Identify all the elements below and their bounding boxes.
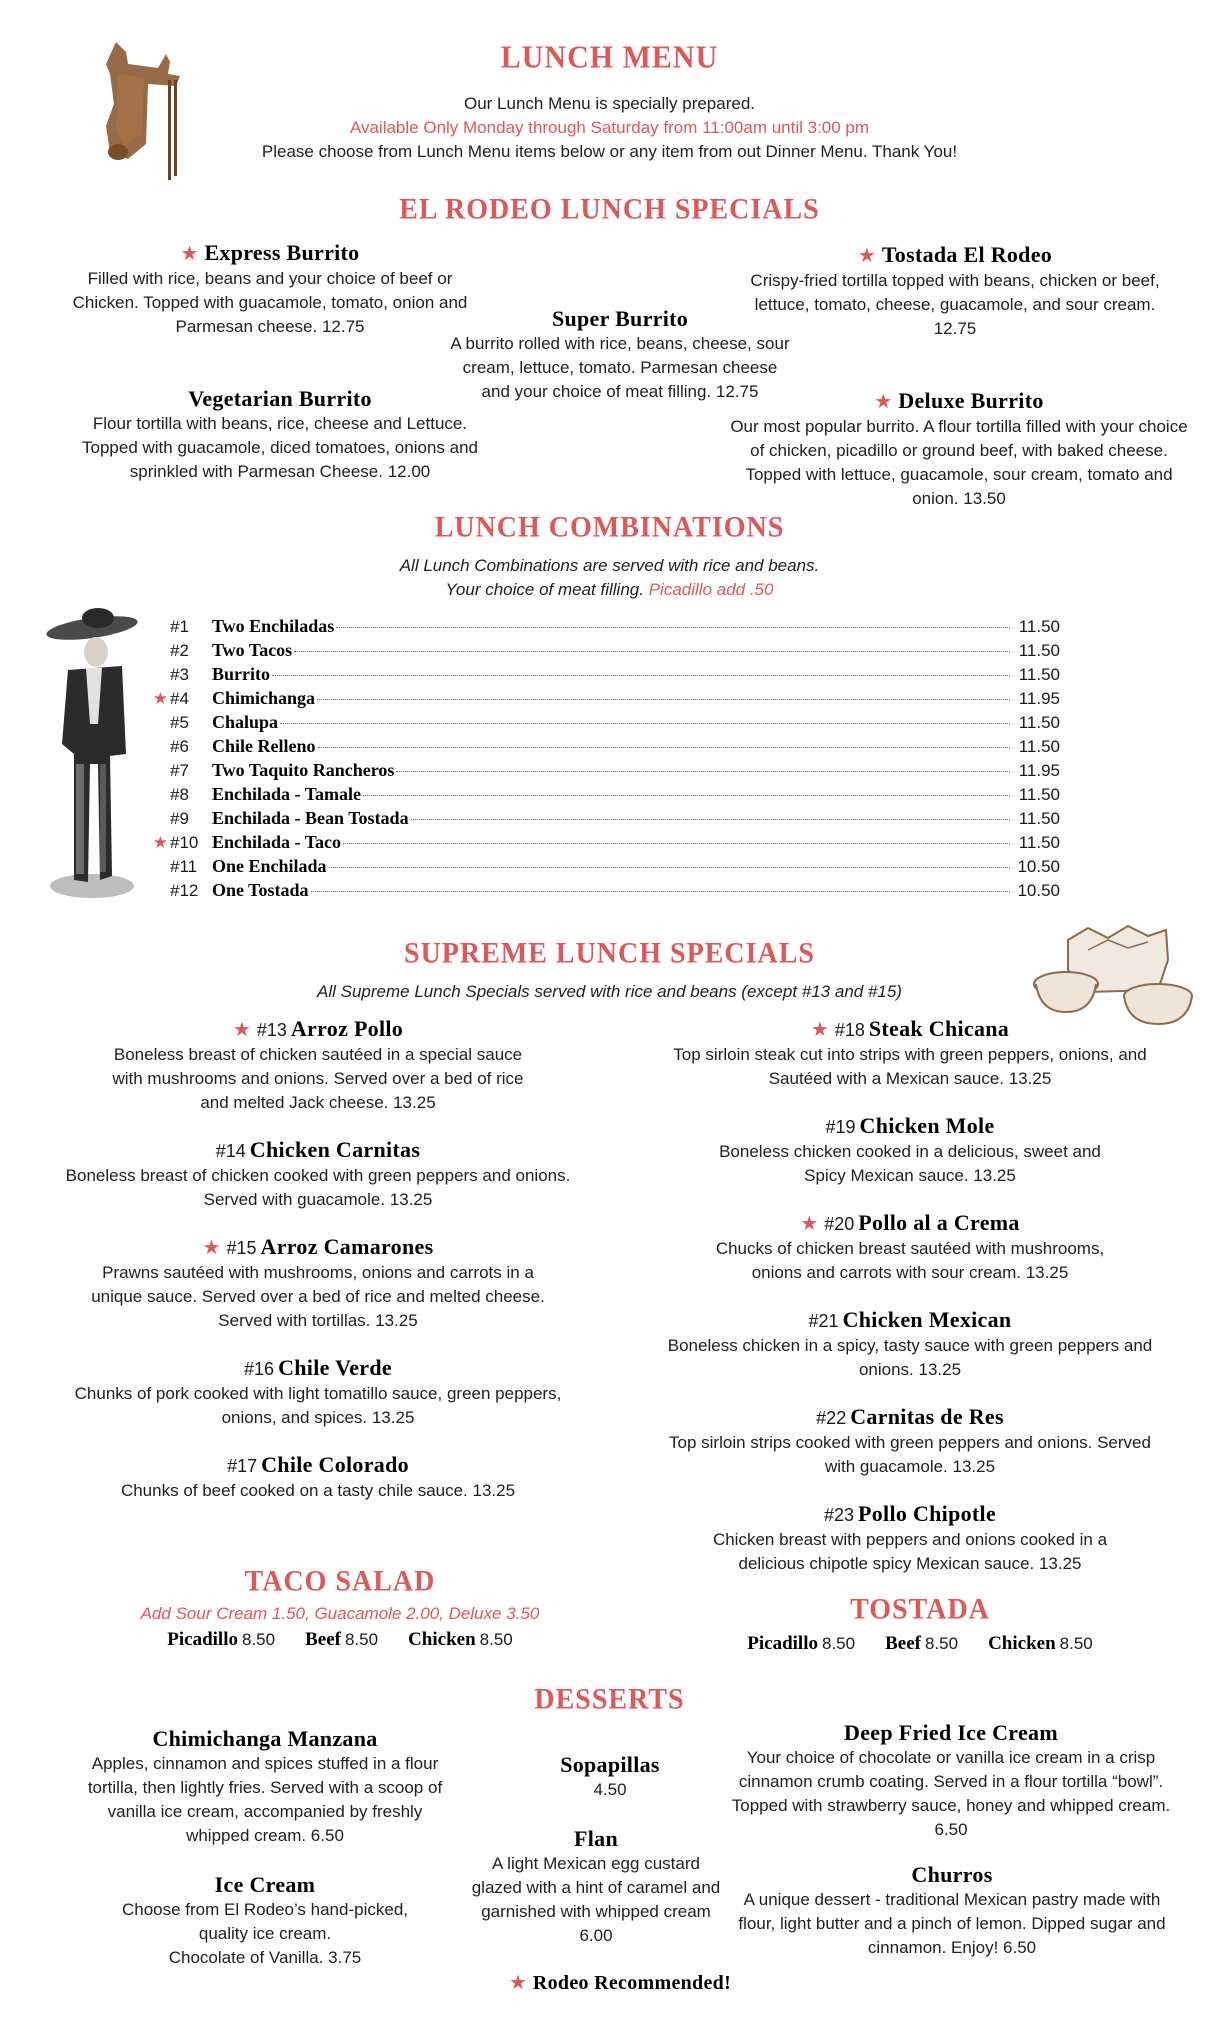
supreme-item: #22 Carnitas de Res Top sirloin strips cooked with green peppers and onions. Served with guacamole. 13.25 bbox=[669, 1404, 1151, 1476]
dessert-item: Sopapillas 4.50 bbox=[560, 1752, 660, 1799]
star-icon: ★ bbox=[180, 243, 199, 265]
combo-row: ★ #4 Chimichanga 11.95 bbox=[148, 686, 1060, 710]
price-option: Chicken 8.50 bbox=[408, 1629, 513, 1650]
dessert-item: Deep Fried Ice Cream Your choice of chocolate or vanilla ice cream in a crisp cinnamon crumb coating. Served in a flour tortilla “bowl”. Topped with strawberry sauce, honey and whipped cream. 6.50 bbox=[731, 1720, 1171, 1839]
star-icon: ★ bbox=[800, 1213, 819, 1235]
tostada-prices bbox=[680, 1632, 1160, 1656]
mariachi-illustration bbox=[40, 604, 150, 904]
taco-salad-prices bbox=[100, 1628, 580, 1652]
price-option: Picadillo 8.50 bbox=[167, 1629, 276, 1650]
combinations-note-2: Your choice of meat filling. Picadillo add .50 bbox=[445, 580, 774, 599]
combo-row: #3 Burrito 11.50 bbox=[170, 664, 1060, 684]
star-icon: ★ bbox=[857, 245, 876, 267]
star-icon: ★ bbox=[152, 833, 168, 852]
supreme-item: ★ #15 Arroz Camarones Prawns sautéed with mushrooms, onions and carrots in a unique sauce. Served over a bed of rice and melted cheese. Served with tortillas. 13.25 bbox=[91, 1234, 545, 1330]
star-icon: ★ bbox=[152, 689, 168, 708]
star-icon: ★ bbox=[202, 1237, 221, 1259]
supreme-item: #14 Chicken Carnitas Boneless breast of chicken cooked with green peppers and onions. Served with guacamole. 13.25 bbox=[65, 1137, 571, 1209]
price-option: Chicken 8.50 bbox=[988, 1633, 1093, 1654]
star-icon: ★ bbox=[810, 1019, 829, 1041]
dessert-item: Chimichanga Manzana Apples, cinnamon and spices stuffed in a flour tortilla, then lightly fries. Served with a scoop of vanilla ice cream, accompanied by freshly whipped cream. 6.50 bbox=[87, 1726, 443, 1845]
combo-row: #7 Two Taquito Rancheros 11.95 bbox=[170, 760, 1060, 780]
combo-row: #6 Chile Relleno 11.50 bbox=[170, 736, 1060, 756]
page-title: LUNCH MENU bbox=[500, 40, 719, 75]
supreme-item: ★ #13 Arroz Pollo Boneless breast of chicken sautéed in a special sauce with mushrooms and onions. Served over a bed of rice and melted Jack cheese. 13.25 bbox=[112, 1016, 524, 1112]
section-title-combinations: LUNCH COMBINATIONS bbox=[434, 511, 785, 544]
combo-row: #2 Two Tacos 11.50 bbox=[170, 640, 1060, 660]
supreme-left-column bbox=[50, 1016, 586, 1503]
star-icon: ★ bbox=[232, 1019, 251, 1041]
dessert-item: Ice Cream Choose from El Rodeo’s hand-picked, quality ice cream. Chocolate of Vanilla. 3.75 bbox=[121, 1872, 408, 1967]
combo-row: #11 One Enchilada 10.50 bbox=[170, 856, 1060, 876]
combo-row: #1 Two Enchiladas 11.50 bbox=[170, 616, 1060, 636]
picadillo-surcharge: Picadillo add .50 bbox=[648, 580, 774, 599]
dessert-item: Churros A unique dessert - traditional Mexican pastry made with flour, light butter and a pinch of lemon. Dipped sugar and cinnamon. Enjoy! 6.50 bbox=[738, 1862, 1166, 1957]
supreme-item: #21 Chicken Mexican Boneless chicken in a spicy, tasty sauce with green peppers and onions. 13.25 bbox=[667, 1307, 1153, 1379]
taco-salad-section bbox=[100, 1566, 580, 1652]
special-item: Super Burrito A burrito rolled with rice, beans, cheese, sour cream, lettuce, tomato. Parmesan cheese and your choice of meat filling. 12.75 bbox=[450, 306, 790, 401]
special-item: ★ Express Burrito Filled with rice, beans and your choice of beef or Chicken. Topped with guacamole, tomato, onion and Parmesan cheese. 12.75 bbox=[72, 240, 468, 336]
dessert-item: Flan A light Mexican egg custard glazed with a hint of caramel and garnished with whipped cream 6.00 bbox=[471, 1826, 721, 1945]
section-title-specials: EL RODEO LUNCH SPECIALS bbox=[399, 193, 820, 226]
star-icon: ★ bbox=[874, 391, 893, 413]
combo-row: #5 Chalupa 11.50 bbox=[170, 712, 1060, 732]
combinations-list bbox=[148, 614, 1060, 902]
supreme-item: ★ #18 Steak Chicana Top sirloin steak cut into strips with green peppers, onions, and Sautéed with a Mexican sauce. 13.25 bbox=[673, 1016, 1147, 1088]
special-item: Vegetarian Burrito Flour tortilla with beans, rice, cheese and Lettuce. Topped with guacamole, diced tomatoes, onions and sprinkled with Parmesan Cheese. 12.00 bbox=[82, 386, 478, 481]
hours-line: Available Only Monday through Saturday from 11:00am until 3:00 pm bbox=[349, 118, 870, 137]
supreme-item: ★ #20 Pollo al a Crema Chucks of chicken breast sautéed with mushrooms, onions and carrots with sour cream. 13.25 bbox=[715, 1210, 1105, 1282]
taco-salad-addons: Add Sour Cream 1.50, Guacamole 2.00, Deluxe 3.50 bbox=[140, 1604, 540, 1623]
supreme-note: All Supreme Lunch Specials served with rice and beans (except #13 and #15) bbox=[317, 982, 902, 1001]
supreme-item: #17 Chile Colorado Chunks of beef cooked on a tasty chile sauce. 13.25 bbox=[120, 1452, 516, 1500]
price-option: Beef 8.50 bbox=[305, 1629, 379, 1650]
supreme-item: #23 Pollo Chipotle Chicken breast with peppers and onions cooked in a delicious chipotle spicy Mexican sauce. 13.25 bbox=[712, 1501, 1108, 1573]
supreme-item: #19 Chicken Mole Boneless chicken cooked in a delicious, sweet and Spicy Mexican sauce. 13.25 bbox=[719, 1113, 1101, 1185]
price-option: Picadillo 8.50 bbox=[747, 1633, 856, 1654]
section-title-supreme: SUPREME LUNCH SPECIALS bbox=[404, 937, 815, 970]
recommended-legend: ★ Rodeo Recommended! bbox=[508, 1972, 732, 1994]
tostada-section bbox=[680, 1594, 1160, 1656]
price-option: Beef 8.50 bbox=[885, 1633, 959, 1654]
star-icon: ★ bbox=[508, 1972, 527, 1994]
chips-salsa-illustration bbox=[1028, 920, 1208, 1030]
combinations-note: All Lunch Combinations are served with rice and beans. bbox=[399, 556, 820, 575]
combo-row: ★ #10 Enchilada - Taco 11.50 bbox=[148, 830, 1060, 854]
instruction-line: Please choose from Lunch Menu items below or any item from out Dinner Menu. Thank You! bbox=[261, 142, 958, 161]
chips-and-salsa-icon bbox=[1028, 920, 1208, 1030]
intro-line: Our Lunch Menu is specially prepared. bbox=[463, 94, 756, 113]
supreme-item: #16 Chile Verde Chunks of pork cooked with light tomatillo sauce, green peppers, onions, and spices. 13.25 bbox=[74, 1355, 562, 1427]
special-item: ★ Tostada El Rodeo Crispy-fried tortilla topped with beans, chicken or beef, lettuce, tomato, cheese, guacamole, and sour cream. 12.75 bbox=[750, 242, 1160, 338]
supreme-right-column bbox=[640, 1016, 1180, 1576]
section-title-desserts: DESSERTS bbox=[534, 1683, 685, 1716]
section-title-taco-salad: TACO SALAD bbox=[244, 1565, 436, 1598]
combo-row: #12 One Tostada 10.50 bbox=[170, 880, 1060, 900]
mariachi-figure-icon bbox=[40, 604, 150, 904]
combo-row: #9 Enchilada - Bean Tostada 11.50 bbox=[170, 808, 1060, 828]
section-title-tostada: TOSTADA bbox=[850, 1593, 990, 1626]
special-item: ★ Deluxe Burrito Our most popular burrito. A flour tortilla filled with your choice of chicken, picadillo or ground beef, with baked cheese. Topped with lettuce, guacamole, sour cream, tomato and onion. 13.50 bbox=[730, 388, 1188, 508]
combo-row: #8 Enchilada - Tamale 11.50 bbox=[170, 784, 1060, 804]
